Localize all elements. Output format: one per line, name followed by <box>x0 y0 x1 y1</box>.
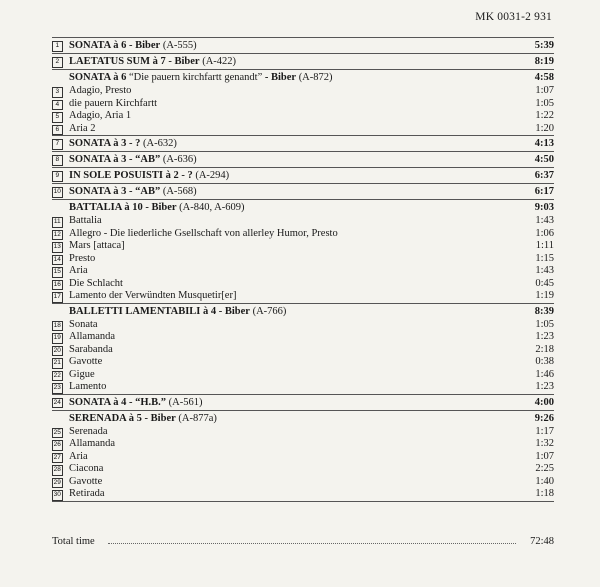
track-title: Gigue <box>69 368 95 380</box>
work-duration: 5:39 <box>534 40 554 51</box>
work-title-bold: SERENADA à 5 - Biber <box>69 412 176 424</box>
work-title-detail: (A-636) <box>160 154 197 165</box>
track-title: Aria <box>69 265 88 276</box>
leader-dots <box>108 543 516 544</box>
work-title-detail: (A-561) <box>166 396 203 408</box>
track-number-box: 29 <box>52 478 63 489</box>
work-header-row <box>52 395 554 410</box>
work-title <box>69 136 177 151</box>
track-number-box: 28 <box>52 465 63 476</box>
track-duration: 1:19 <box>535 290 554 301</box>
work-duration: 6:37 <box>534 170 554 181</box>
work-composer-bold: - Biber <box>262 72 297 83</box>
track-title: Gavotte <box>69 475 103 487</box>
track-duration: 1:05 <box>535 318 554 330</box>
track-duration: 1:43 <box>535 265 554 276</box>
work-title <box>69 200 245 215</box>
track-duration: 1:20 <box>535 122 554 134</box>
work-title-detail: (A-766) <box>249 305 287 317</box>
track-row <box>52 426 554 439</box>
work-title-detail: (A-294) <box>192 170 230 181</box>
track-duration: 0:38 <box>535 356 554 367</box>
work-title <box>69 184 197 199</box>
track-number-box: 4 <box>52 100 63 111</box>
track-number-box: 19 <box>52 333 63 344</box>
work-header-row <box>52 184 554 199</box>
track-number-box: 21 <box>52 358 63 369</box>
track-row <box>52 253 554 266</box>
work-title-bold: SONATA à 6 - Biber <box>69 40 161 51</box>
track-title: Serenada <box>69 425 108 437</box>
track-number-box: 5 <box>52 112 63 123</box>
track-duration: 1:11 <box>535 240 554 251</box>
work-header-row <box>52 168 554 183</box>
work-title <box>69 70 333 85</box>
track-title: Adagio, Aria 1 <box>69 110 132 121</box>
work-title <box>69 54 236 69</box>
track-number-box: 15 <box>52 267 63 278</box>
track-list <box>52 37 554 502</box>
track-number-box: 18 <box>52 321 63 332</box>
work-title-detail: (A-840, A-609) <box>176 202 245 213</box>
track-row <box>52 240 554 253</box>
track-number-box: 2 <box>52 57 63 68</box>
work-title-bold: BATTALIA à 10 - Biber <box>69 202 177 213</box>
track-duration: 1:18 <box>535 488 554 499</box>
track-number-box: 26 <box>52 440 63 451</box>
work-header-row <box>52 200 554 215</box>
track-duration: 1:06 <box>535 227 554 239</box>
track-row <box>52 290 554 303</box>
work-duration: 4:00 <box>534 396 554 408</box>
track-title: Die Schlacht <box>69 277 123 289</box>
track-row <box>52 98 554 111</box>
total-time-row <box>52 535 554 549</box>
catalog-number: MK 0031-2 931 <box>475 11 552 23</box>
work-title-detail: (A-877a) <box>175 412 217 424</box>
work-title <box>69 152 197 167</box>
track-title: Mars [attaca] <box>69 240 125 251</box>
track-row <box>52 331 554 344</box>
track-duration: 1:23 <box>535 381 554 392</box>
work-title <box>69 304 286 319</box>
work-title <box>69 38 197 53</box>
track-number-box: 16 <box>52 280 63 291</box>
track-number-box: 11 <box>52 217 63 228</box>
track-title: Allamanda <box>69 438 116 449</box>
work-header-row <box>52 411 554 426</box>
track-row <box>52 476 554 489</box>
track-duration: 1:17 <box>535 425 554 437</box>
track-duration: 1:46 <box>535 368 554 380</box>
work-title-bold: BALLETTI LAMENTABILI à 4 - Biber <box>69 305 250 317</box>
track-number-box: 12 <box>52 230 63 241</box>
track-number-box: 25 <box>52 428 63 439</box>
track-duration: 1:23 <box>535 331 554 342</box>
track-number-box: 8 <box>52 155 63 166</box>
track-title: Sonata <box>69 318 98 330</box>
track-number-box: 17 <box>52 292 63 303</box>
track-title: Battalia <box>69 215 102 226</box>
track-duration: 1:07 <box>535 450 554 462</box>
work-title <box>69 168 229 183</box>
track-number-box: 22 <box>52 371 63 382</box>
track-number-box: 1 <box>52 41 63 52</box>
track-number-box: 3 <box>52 87 63 98</box>
work-title-bold: SONATA à 4 - “H.B.” <box>69 396 167 408</box>
track-row <box>52 85 554 98</box>
track-row <box>52 110 554 123</box>
track-duration: 1:32 <box>535 438 554 449</box>
work-duration: 9:03 <box>534 202 554 213</box>
work-header-row <box>52 136 554 151</box>
track-row <box>52 438 554 451</box>
track-duration: 1:05 <box>535 97 554 109</box>
track-title: Aria <box>69 450 88 462</box>
work-title-detail: (A-555) <box>160 40 197 51</box>
track-row <box>52 463 554 476</box>
work-header-row <box>52 304 554 319</box>
track-number-box: 20 <box>52 346 63 357</box>
track-number-box: 9 <box>52 171 63 182</box>
track-title: Adagio, Presto <box>69 85 132 96</box>
work-duration: 4:50 <box>534 154 554 165</box>
work-title-detail: (A-422) <box>199 56 237 67</box>
track-number-box: 10 <box>52 187 63 198</box>
work-title-detail: “Die pauern kirchfartt genandt” <box>126 72 263 83</box>
work-title-bold: IN SOLE POSUISTI à 2 - ? <box>69 170 193 181</box>
work-duration: 9:26 <box>534 412 554 424</box>
work-duration: 8:19 <box>534 56 554 67</box>
track-duration: 1:22 <box>535 110 554 121</box>
track-number-box: 27 <box>52 453 63 464</box>
total-time-value: 72:48 <box>530 536 554 547</box>
work-header-row <box>52 38 554 53</box>
section-rule <box>52 501 554 502</box>
work-title <box>69 395 203 410</box>
total-time-label: Total time <box>52 536 95 547</box>
track-duration: 2:25 <box>535 463 554 474</box>
track-row <box>52 356 554 369</box>
track-row <box>52 319 554 332</box>
track-row <box>52 265 554 278</box>
track-title: Presto <box>69 252 96 264</box>
track-title: Ciacona <box>69 463 104 474</box>
work-duration: 4:58 <box>534 72 554 83</box>
work-title-detail: (A-568) <box>160 186 197 197</box>
track-title: die pauern Kirchfartt <box>69 97 158 109</box>
track-row <box>52 215 554 228</box>
track-row <box>52 228 554 241</box>
track-title: Lamento der Verwündten Musquetir[er] <box>69 290 237 301</box>
track-row <box>52 381 554 394</box>
track-number-box: 30 <box>52 490 63 501</box>
track-duration: 2:18 <box>535 343 554 355</box>
track-row <box>52 278 554 291</box>
track-title: Allamanda <box>69 331 116 342</box>
track-number-box: 13 <box>52 242 63 253</box>
track-title: Lamento <box>69 381 107 392</box>
work-title-bold: SONATA à 3 - “AB” <box>69 186 161 197</box>
track-duration: 1:15 <box>535 252 554 264</box>
track-row <box>52 451 554 464</box>
track-title: Sarabanda <box>69 343 113 355</box>
track-number-box: 14 <box>52 255 63 266</box>
track-title: Gavotte <box>69 356 103 367</box>
track-duration: 1:40 <box>535 475 554 487</box>
work-duration: 6:17 <box>534 186 554 197</box>
track-title: Retirada <box>69 488 105 499</box>
track-duration: 0:45 <box>535 277 554 289</box>
track-duration: 1:43 <box>535 215 554 226</box>
track-number-box: 6 <box>52 125 63 136</box>
work-title-bold: SONATA à 3 - “AB” <box>69 154 161 165</box>
track-row <box>52 344 554 357</box>
work-title-bold: LAETATUS SUM à 7 - Biber <box>69 56 200 67</box>
work-title-detail: (A-632) <box>140 138 177 149</box>
work-header-row <box>52 70 554 85</box>
track-number-box: 23 <box>52 383 63 394</box>
work-title-bold: SONATA à 6 <box>69 72 127 83</box>
track-duration: 1:07 <box>535 85 554 96</box>
track-row <box>52 123 554 136</box>
work-duration: 4:13 <box>534 138 554 149</box>
work-header-row <box>52 54 554 69</box>
work-duration: 8:39 <box>534 305 554 317</box>
track-row <box>52 369 554 382</box>
track-number-box: 7 <box>52 139 63 150</box>
track-number-box: 24 <box>52 398 63 409</box>
work-catalog-detail: (A-872) <box>296 72 333 83</box>
work-title <box>69 411 217 426</box>
work-header-row <box>52 152 554 167</box>
track-title: Aria 2 <box>69 122 96 134</box>
work-title-bold: SONATA à 3 - ? <box>69 138 141 149</box>
track-row <box>52 488 554 501</box>
track-title: Allegro - Die liederliche Gsellschaft von allerley Humor, Presto <box>69 227 338 239</box>
